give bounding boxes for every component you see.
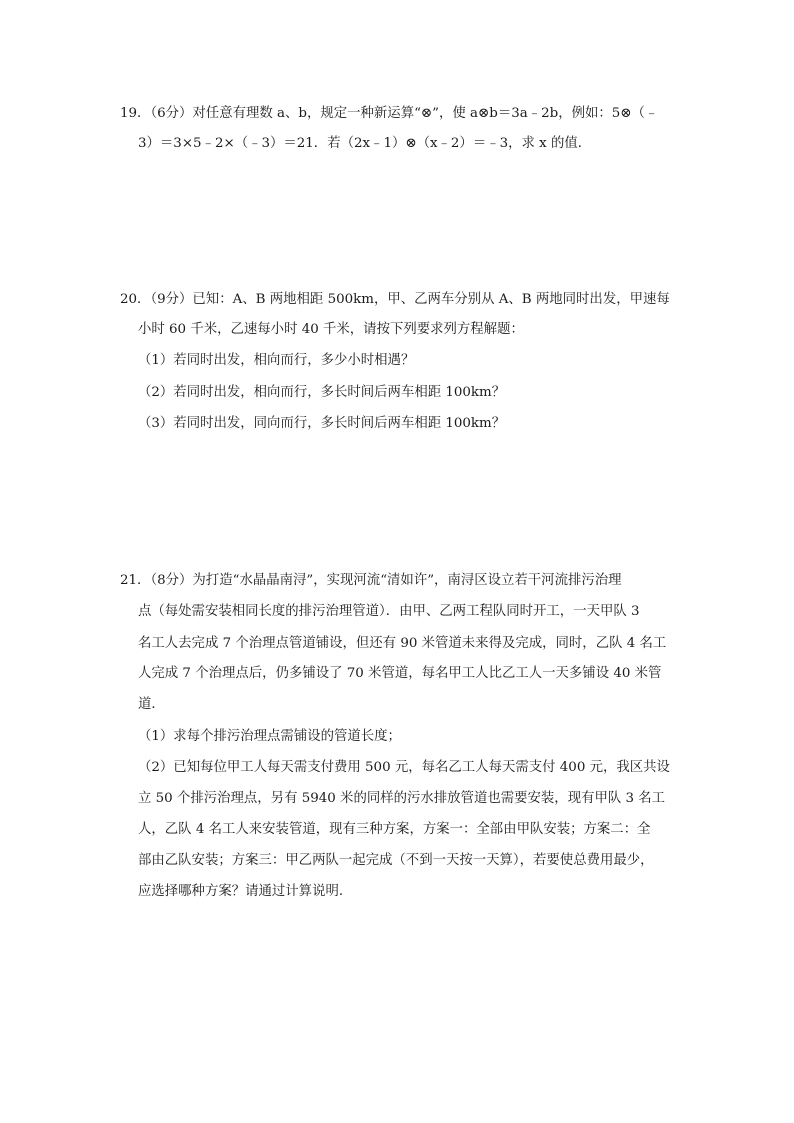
q21-text-line-5: 道． — [138, 697, 165, 712]
q20-text-line-1: 20．（9分）已知：A、B 两地相距 500km，甲、乙两车分别从 A、B 两地同时出发，甲速每 — [120, 292, 670, 307]
q20-subquestion-1: （1）若同时出发，相向而行，多少小时相遇？ — [138, 353, 415, 368]
q21-text-line-4: 人完成 7 个治理点后，仍多铺设了 70 米管道，每名甲工人比乙工人一天多铺设 40 米管 — [138, 666, 662, 681]
q21-text-line-3: 名工人去完成 7 个治理点管道铺设，但还有 90 米管道未来得及完成，同时，乙队 4 名工 — [138, 636, 667, 651]
q21-text-line-2: 点（每处需安装相同长度的排污治理管道）．由甲、乙两工程队同时开工，一天甲队 3 — [138, 604, 640, 619]
q21-subquestion-2-line-5: 应选择哪种方案？请通过计算说明． — [138, 884, 353, 899]
q19-text-line-1: 19．（6分）对任意有理数 a、b，规定一种新运算“⊗”，使 a⊗b＝3a﹣2b，例如：5⊗（﹣ — [120, 106, 659, 121]
q20-subquestion-2: （2）若同时出发，相向而行，多长时间后两车相距 100km？ — [138, 385, 506, 400]
q21-subquestion-2-line-2: 立 50 个排污治理点，另有 5940 米的同样的污水排放管道也需要安装，现有甲队 3 名工 — [138, 791, 666, 806]
q19-text-line-2: 3）＝3×5﹣2×（﹣3）＝21．若（2x﹣1）⊗（x﹣2）＝﹣3，求 x 的值． — [138, 136, 592, 151]
q21-subquestion-2-line-3: 人，乙队 4 名工人来安装管道，现有三种方案，方案一：全部由甲队安装；方案二：全 — [138, 822, 651, 837]
q20-subquestion-3: （3）若同时出发，同向而行，多长时间后两车相距 100km？ — [138, 416, 506, 431]
q21-text-line-1: 21．（8分）为打造“水晶晶南浔”，实现河流“清如许”，南浔区设立若干河流排污治理 — [120, 573, 622, 588]
q20-text-line-2: 小时 60 千米，乙速每小时 40 千米，请按下列要求列方程解题： — [138, 322, 524, 337]
q21-subquestion-2-line-1: （2）已知每位甲工人每天需支付费用 500 元，每名乙工人每天需支付 400 元，我区共设 — [138, 760, 670, 775]
q21-subquestion-2-line-4: 部由乙队安装；方案三：甲乙两队一起完成（不到一天按一天算），若要使总费用最少， — [138, 853, 654, 868]
q21-subquestion-1: （1）求每个排污治理点需铺设的管道长度； — [138, 729, 401, 744]
